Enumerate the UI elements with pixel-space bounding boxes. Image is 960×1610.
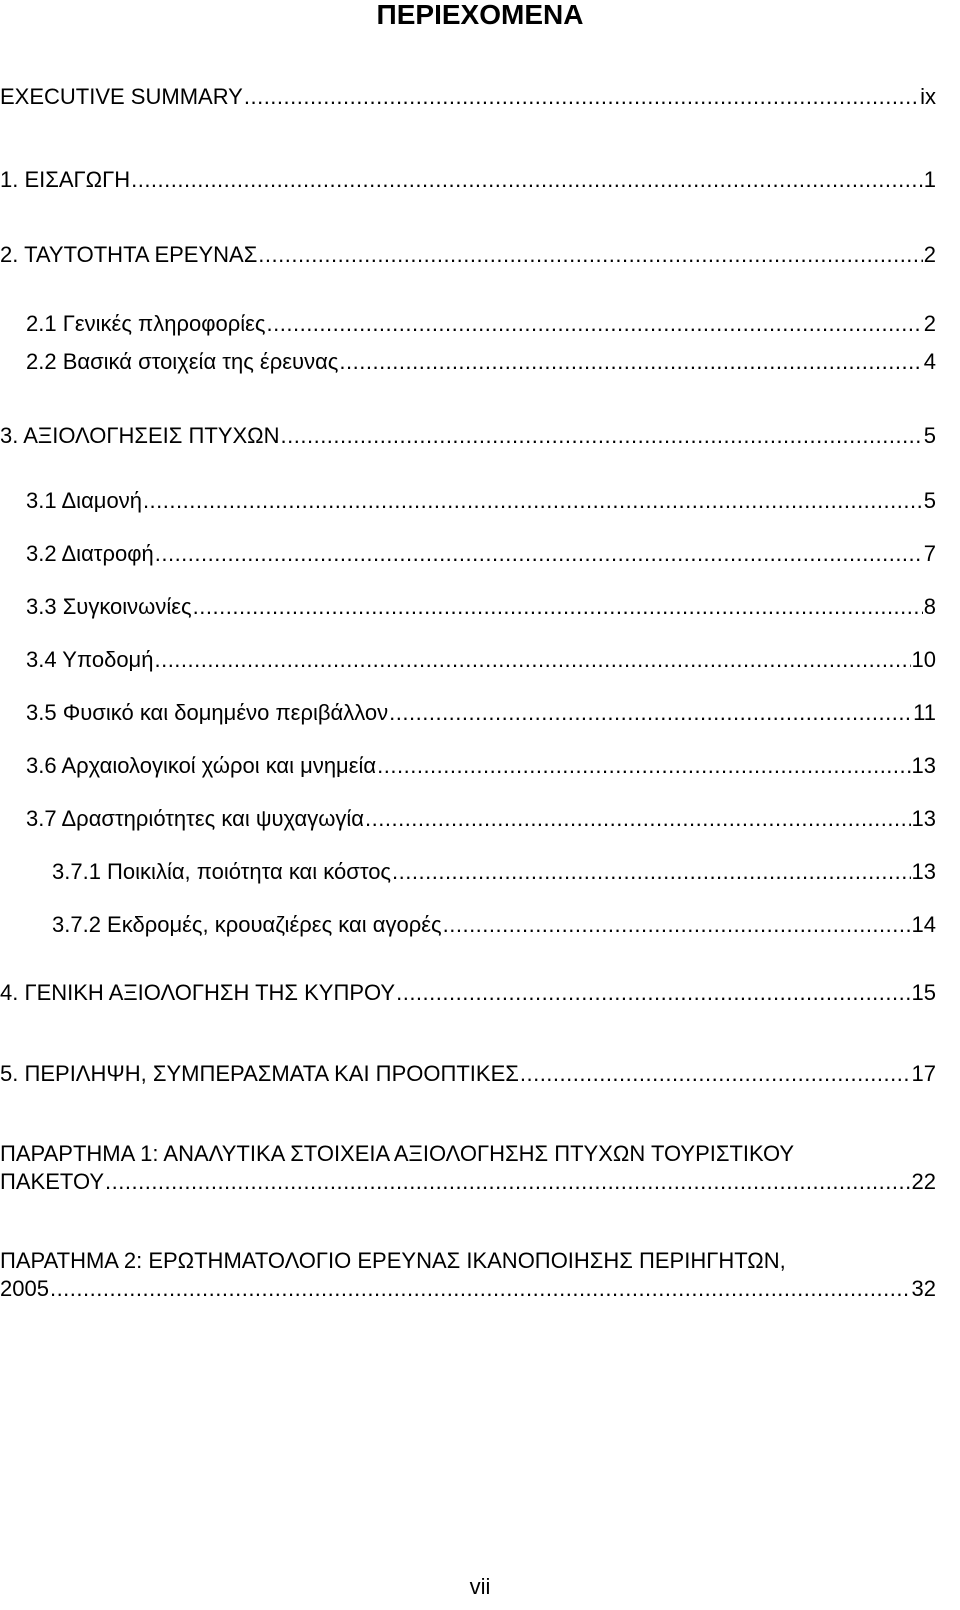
toc-entry-research-basics[interactable] (26, 348, 936, 376)
toc-entry-label: 4. ΓΕΝΙΚΗ ΑΞΙΟΛΟΓΗΣΗ ΤΗΣ ΚΥΠΡΟΥ (0, 980, 396, 1005)
toc-dot-leader (396, 979, 910, 1007)
toc-entry-label: 1. ΕΙΣΑΓΩΓΗ (0, 167, 131, 192)
toc-entry-label: 3.3 Συγκοινωνίες (26, 594, 192, 619)
toc-entry-page: 4 (923, 349, 936, 374)
toc-dot-leader (339, 348, 922, 376)
toc-entry-page: 13 (911, 753, 936, 778)
toc-dot-leader (392, 858, 910, 886)
toc-entry-label: 2005 (0, 1276, 49, 1301)
toc-entry-appendix-1-line1[interactable]: ΠΑΡΑΡΤΗΜΑ 1: ΑΝΑΛΥΤΙΚΑ ΣΤΟΙΧΕΙΑ ΑΞΙΟΛΟΓΗΣΗΣ ΠΤΥΧΩΝ ΤΟΥΡΙΣΤΙΚΟΥ (0, 1141, 795, 1166)
toc-entry-general-info[interactable] (26, 310, 936, 338)
toc-entry-label: 3.4 Υποδομή (26, 647, 154, 672)
toc-dot-leader (443, 911, 911, 939)
toc-entry-label: ΠΑΚΕΤΟΥ (0, 1169, 105, 1194)
toc-dot-leader (155, 540, 923, 568)
toc-entry-page: 8 (923, 594, 936, 619)
toc-entry-environment[interactable] (26, 699, 936, 727)
toc-entry-infrastructure[interactable] (26, 646, 936, 674)
toc-dot-leader (50, 1275, 911, 1303)
toc-entry-label: 3.7.1 Ποικιλία, ποιότητα και κόστος (52, 859, 392, 884)
toc-entry-page: 5 (923, 423, 936, 448)
toc-entry-label: 3.2 Διατροφή (26, 541, 154, 566)
toc-entry-page: 15 (911, 980, 936, 1005)
toc-dot-leader (154, 646, 910, 674)
toc-dot-leader (281, 422, 923, 450)
toc-entry-label: 5. ΠΕΡΙΛΗΨΗ, ΣΥΜΠΕΡΑΣΜΑΤΑ ΚΑΙ ΠΡΟΟΠΤΙΚΕΣ (0, 1061, 519, 1086)
toc-entry-executive-summary[interactable] (0, 83, 936, 111)
toc-dot-leader (389, 699, 912, 727)
toc-dot-leader (365, 805, 911, 833)
toc-dot-leader (267, 310, 923, 338)
toc-entry-general-evaluation[interactable] (0, 979, 936, 1007)
toc-entry-archaeological-sites[interactable] (26, 752, 936, 780)
toc-entry-label: 3.6 Αρχαιολογικοί χώροι και μνημεία (26, 753, 377, 778)
toc-entry-transport[interactable] (26, 593, 936, 621)
toc-entry-page: 11 (913, 700, 936, 725)
toc-entry-label: 2. ΤΑΥΤΟΤΗΤΑ ΕΡΕΥΝΑΣ (0, 242, 258, 267)
toc-entry-page: 2 (923, 311, 936, 336)
toc-entry-page: 10 (911, 647, 936, 672)
toc-dot-leader (244, 83, 919, 111)
toc-dot-leader (193, 593, 923, 621)
toc-entry-research-identity[interactable] (0, 241, 936, 269)
toc-entry-label: EXECUTIVE SUMMARY (0, 84, 243, 109)
toc-entry-label: 2.1 Γενικές πληροφορίες (26, 311, 266, 336)
toc-entry-label: 3. ΑΞΙΟΛΟΓΗΣΕΙΣ ΠΤΥΧΩΝ (0, 423, 280, 448)
toc-dot-leader (258, 241, 922, 269)
toc-entry-label: 2.2 Βασικά στοιχεία της έρευνας (26, 349, 339, 374)
toc-entry-accommodation[interactable] (26, 487, 936, 515)
toc-entry-appendix-2[interactable] (0, 1275, 936, 1303)
toc-entry-label: 3.5 Φυσικό και δομημένο περιβάλλον (26, 700, 389, 725)
toc-entry-page: 5 (923, 488, 936, 513)
toc-dot-leader (520, 1060, 911, 1088)
toc-entry-variety-quality-cost[interactable] (52, 858, 936, 886)
toc-entry-page: 7 (923, 541, 936, 566)
toc-entry-page: 22 (911, 1169, 936, 1194)
toc-entry-appendix-1[interactable] (0, 1168, 936, 1196)
toc-entry-page: 1 (923, 167, 936, 192)
toc-entry-label: 3.7 Δραστηριότητες και ψυχαγωγία (26, 806, 365, 831)
toc-entry-page: 32 (911, 1276, 936, 1301)
page-number: vii (469, 1574, 491, 1599)
toc-dot-leader (105, 1168, 910, 1196)
toc-entry-food[interactable] (26, 540, 936, 568)
toc-entry-aspect-evaluations[interactable] (0, 422, 936, 450)
toc-entry-appendix-2-line1[interactable]: ΠΑΡΑΤΗΜΑ 2: ΕΡΩΤΗΜΑΤΟΛΟΓΙΟ ΕΡΕΥΝΑΣ ΙΚΑΝΟΠΟΙΗΣΗΣ ΠΕΡΙΗΓΗΤΩΝ, (0, 1248, 786, 1273)
toc-dot-leader (143, 487, 923, 515)
toc-entry-activities[interactable] (26, 805, 936, 833)
toc-entry-summary-conclusions[interactable] (0, 1060, 936, 1088)
page-title: ΠΕΡΙΕΧΟΜΕΝΑ (376, 0, 584, 30)
toc-entry-excursions[interactable] (52, 911, 936, 939)
toc-entry-label: 3.7.2 Εκδρομές, κρουαζιέρες και αγορές (52, 912, 442, 937)
toc-entry-page: 13 (911, 806, 936, 831)
toc-entry-label: 3.1 Διαμονή (26, 488, 142, 513)
toc-entry-introduction[interactable] (0, 166, 936, 194)
toc-dot-leader (377, 752, 910, 780)
toc-entry-page: 17 (911, 1061, 936, 1086)
toc-entry-page: 13 (911, 859, 936, 884)
toc-dot-leader (131, 166, 923, 194)
toc-entry-page: 14 (911, 912, 936, 937)
toc-entry-page: ix (920, 84, 936, 109)
toc-entry-page: 2 (923, 242, 936, 267)
